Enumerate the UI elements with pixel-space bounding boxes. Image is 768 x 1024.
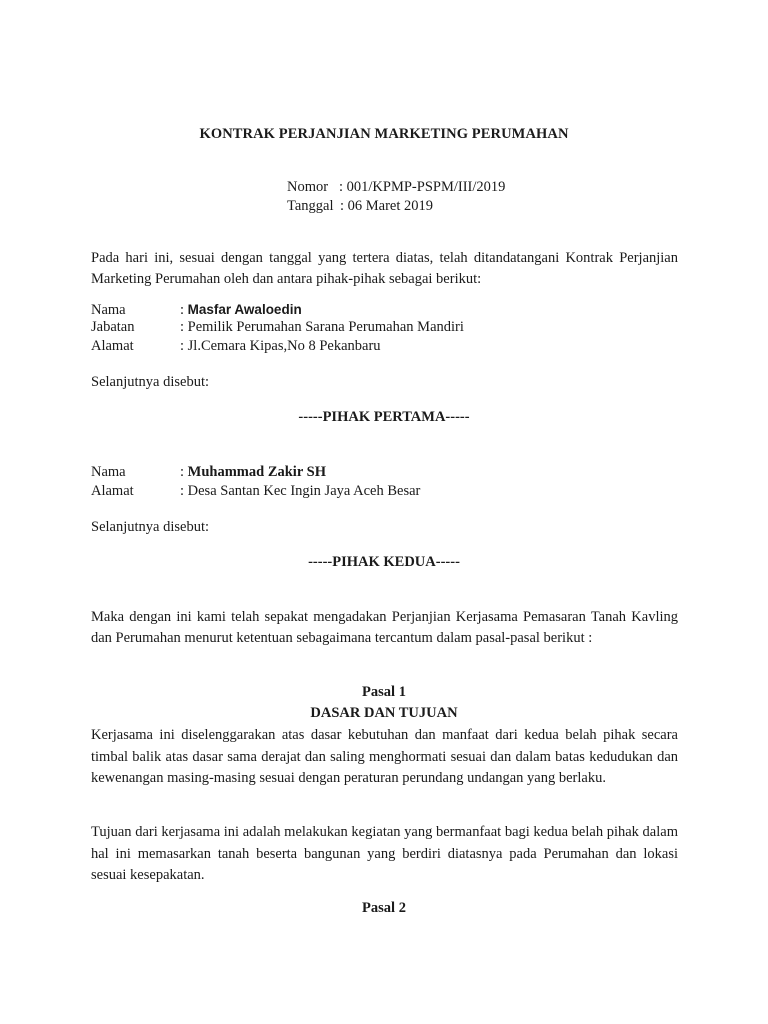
party2-nama-label: Nama	[91, 464, 126, 480]
pasal1-paragraph-1: Kerjasama ini diselenggarakan atas dasar kebutuhan dan manfaat dari kedua belah pihak secara timbal balik atas dasar sama derajat dan saling menghormati sesuai dan dalam batas kedudukan dan kewenangan masing-masing sesuai dengan peraturan perundang undangan yang berlaku.	[91, 727, 678, 786]
party2-alamat-row	[91, 482, 420, 501]
pasal2-title: Pasal 2	[362, 900, 406, 916]
party1-jabatan-label: Jabatan	[91, 319, 135, 335]
agreement-paragraph: Maka dengan ini kami telah sepakat mengadakan Perjanjian Kerjasama Pemasaran Tanah Kavling dan Perumahan menurut ketentuan sebagaimana tercantum dalam pasal-pasal berikut :	[91, 609, 678, 646]
party2-nama-sep: :	[180, 464, 188, 480]
party1-nama-sep: :	[180, 302, 188, 318]
party1-alamat-row	[91, 337, 381, 356]
tanggal-value: : 06 Maret 2019	[340, 198, 434, 214]
nomor-line	[287, 178, 505, 196]
party1-nama-row	[91, 300, 302, 319]
intro-paragraph: Pada hari ini, sesuai dengan tanggal yang tertera diatas, telah ditandatangani Kontrak Perjanjian Marketing Perumahan oleh dan antara pihak-pihak sebagai berikut:	[91, 250, 678, 287]
pasal1-title: Pasal 1	[362, 684, 406, 700]
pihak-kedua-heading: -----PIHAK KEDUA-----	[308, 554, 460, 570]
party1-nama-value: Masfar Awaloedin	[187, 302, 302, 317]
party2-alamat-label: Alamat	[91, 483, 134, 499]
party2-nama-row	[91, 463, 326, 482]
selanjutnya-1: Selanjutnya disebut:	[91, 374, 209, 390]
party1-nama-label: Nama	[91, 302, 126, 318]
selanjutnya-2: Selanjutnya disebut:	[91, 519, 209, 535]
document-title: KONTRAK PERJANJIAN MARKETING PERUMAHAN	[199, 126, 569, 142]
pasal1-paragraph-2: Tujuan dari kerjasama ini adalah melakukan kegiatan yang bermanfaat bagi kedua belah pihak dalam hal ini memasarkan tanah beserta bangunan yang berdiri diatasnya pada Perumahan dan lokasi sesuai kesepakatan.	[91, 824, 678, 883]
party2-nama-value: Muhammad Zakir SH	[187, 464, 326, 480]
tanggal-label: Tanggal	[287, 198, 334, 214]
nomor-label: Nomor	[287, 179, 329, 195]
party1-alamat-value: : Jl.Cemara Kipas,No 8 Pekanbaru	[180, 338, 381, 354]
party1-alamat-label: Alamat	[91, 338, 134, 354]
party2-alamat-value: : Desa Santan Kec Ingin Jaya Aceh Besar	[180, 483, 421, 499]
nomor-value: : 001/KPMP-PSPM/III/2019	[339, 179, 506, 195]
pasal1-heading: DASAR DAN TUJUAN	[310, 705, 458, 721]
tanggal-line	[287, 197, 433, 215]
pihak-pertama-heading: -----PIHAK PERTAMA-----	[298, 409, 470, 425]
party1-jabatan-value: : Pemilik Perumahan Sarana Perumahan Mandiri	[180, 319, 464, 335]
party1-jabatan-row	[91, 318, 464, 337]
